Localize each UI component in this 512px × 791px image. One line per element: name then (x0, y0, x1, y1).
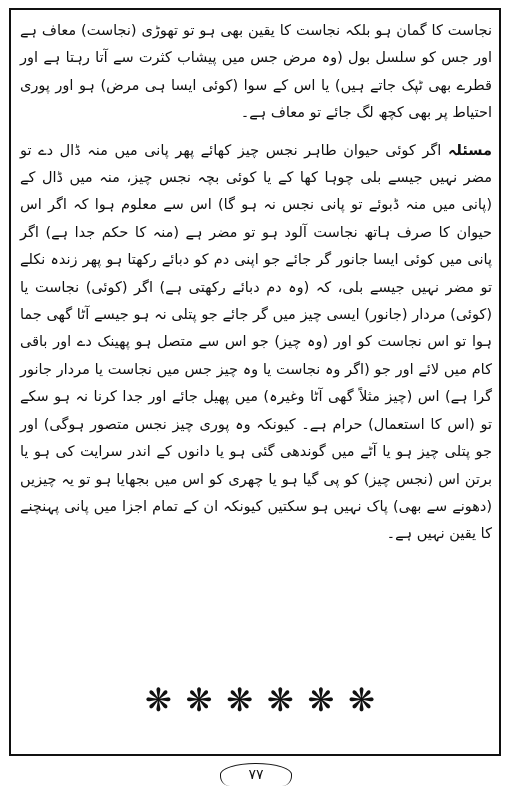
ornament-flower-icon: ❋ (226, 681, 254, 719)
paragraph-2 (20, 138, 492, 549)
ornament-flower-icon: ❋ (307, 681, 335, 719)
ornament-flower-icon: ❋ (266, 681, 294, 719)
masala-label: مسئلہ (447, 142, 493, 159)
ornament-flower-icon: ❋ (348, 681, 375, 719)
ornament-flower-icon: ❋ (185, 681, 213, 719)
paragraph-1: نجاست کا گمان ہو بلکہ نجاست کا یقین بھی ہو تو تھوڑی (نجاست) معاف ہے اور جس کو سلسل بول (وہ مرض جس میں پیشاب کثرت سے آتا رہتا ہے اور قطرے بھی ٹپک جاتے ہیں) یا اس کے سوا (کوئی ایسا ہی مرض) ہو اور پوری احتیاط پر بھی کچھ لگ جائے تو معاف ہے۔ (20, 23, 492, 122)
paragraph-2-text: اگر کوئی حیوان طاہر نجس چیز کھائے پھر پانی میں منہ ڈال دے تو مضر نہیں جیسے بلی چوہا کھا کے یا کوئی بچہ نجس چیز، منہ میں ڈال کے (پانی میں منہ ڈبوئے تو پانی نجس نہ ہو گا) اس سے معلوم ہوا کہ اگر اس حیوان کا صرف ہاتھ نجاست آلود ہو تو مضر ہے (منہ کا حکم جدا ہے) اگر پانی میں کوئی ایسا جانور گر جائے جو اپنی دم کو دبائے رکھتا ہو پھر زندہ نکلے تو مضر نہیں جیسے بلی، کہ (وہ دم دبائے رکھتی ہے) اگر (کوئی) نجاست یا (کوئی) مردار (جانور) ایسی چیز میں گر جائے جو پتلی نہ ہو جیسے آٹا گھی جما ہوا تو اس نجاست کو اور (وہ چیز) جو اس سے متصل ہو پھینک دے اور باقی کام میں لائے اور جو (اگر وہ نجاست یا وہ چیز جس میں نجاست یا مردار جانور گرا ہے) اس (چیز مثلاً گھی آٹا وغیرہ) میں پھیل جائے اور جدا کرنا نہ ہو سکے تو (اس کا استعمال) حرام ہے۔ کیونکہ وہ پوری چیز نجس متصور ہوگی) اور جو پتلی چیز ہو یا آٹے میں گوندھی گئی ہو یا دانوں کے اندر سرایت کی ہو یا برتن اس (نجس چیز) کو پی گیا ہو یا چھری کو اس میں بجھایا ہو تو یہ چیزیں (دھونے سے بھی) پاک نہیں ہو سکتیں کیونکہ ان کے تمام اجزا میں پانی پہنچنے کا یقین نہیں ہے۔ (20, 142, 492, 543)
decorative-ornament-row (145, 680, 375, 720)
ornament-flower-icon: ❋ (145, 681, 172, 719)
document-body (20, 18, 492, 549)
page-number: ۷۷ (220, 763, 292, 786)
